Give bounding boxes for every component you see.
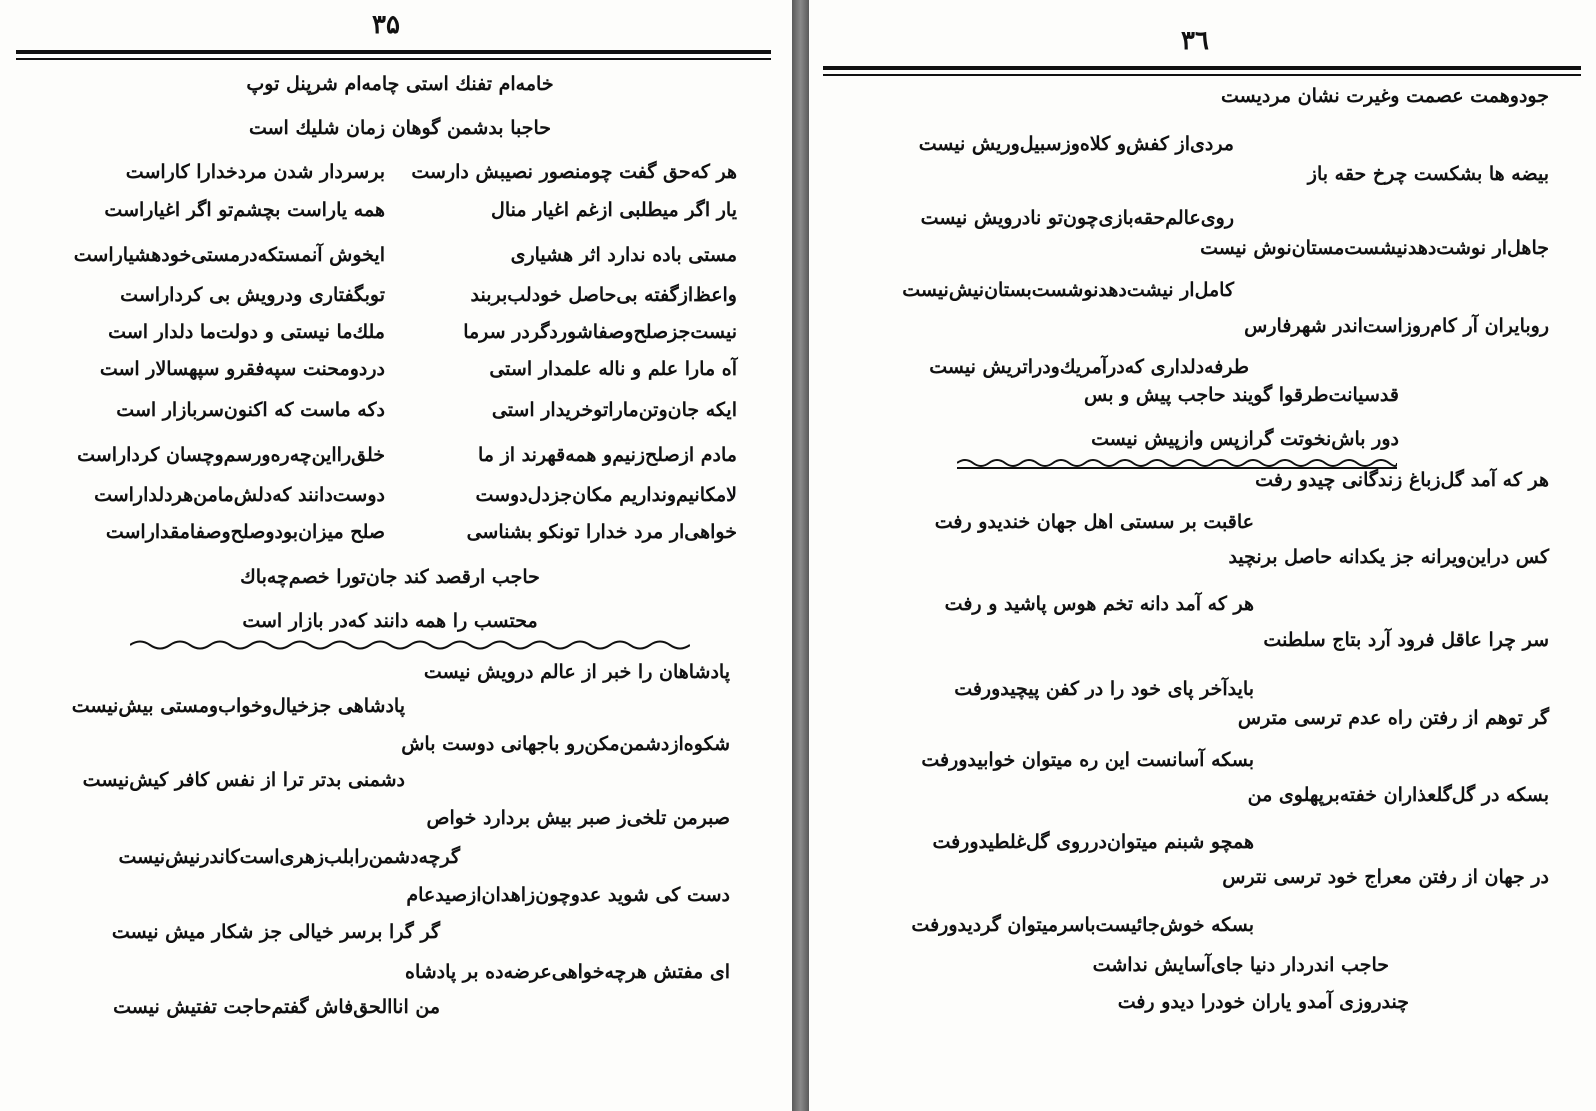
- header-rule-thin: [823, 74, 1581, 76]
- couplet-first-hemistich: یار اگر میطلبی ازغم اغیار منال: [491, 199, 737, 221]
- verse-line: بسکه آسانست این ره میتوان خوابیدورفت: [921, 749, 1254, 771]
- couplet-second-hemistich: ملك‌ما نیستی و دولت‌ما دلدار است: [108, 321, 385, 343]
- couplet-first-hemistich: خواهی‌ار مرد خدارا تونکو بشناسی: [466, 521, 737, 543]
- verse-line: همچو شبنم میتوان‌درروی گل‌غلطیدورفت: [932, 831, 1254, 853]
- couplet-first-hemistich: مستی باده ندارد اثر هشیاری: [510, 244, 737, 266]
- ornamental-divider: [957, 457, 1397, 469]
- verse-line: در جهان از رفتن معراج خود ترسی نترس: [1222, 866, 1549, 888]
- verse-line: جاهل‌ار نوشت‌دهد‌نیشست‌مستان‌نوش نیست: [1200, 237, 1549, 259]
- header-rule-thin: [16, 58, 771, 60]
- verse-line: عاقبت بر سستی اهل جهان خندیدو رفت: [934, 511, 1254, 533]
- verse-line: روی‌عالم‌حقه‌بازی‌چون‌تو نادرویش نیست: [920, 207, 1234, 229]
- closing-line: محتسب را همه دانند که‌در بازار است: [242, 610, 538, 632]
- couplet-first-hemistich: هر که‌حق گفت چومنصور نصیبش دارست: [411, 161, 737, 183]
- verse-line: کامل‌ار نیشت‌دهد‌نوشست‌بستان‌نیش‌نیست: [902, 279, 1234, 301]
- verse-line: صبرمن تلخی‌ز صبر بیش بردارد خواص: [426, 807, 730, 829]
- verse-line: پادشاهی جزخیال‌وخواب‌ومستی بیش‌نیست: [71, 695, 405, 717]
- page-35: [0, 0, 792, 1111]
- couplet-second-hemistich: دوست‌دانند که‌دلش‌مامن‌هردلداراست: [94, 484, 385, 506]
- verse-line: دشمنی بدتر ترا از نفس کافر کیش‌نیست: [82, 769, 405, 791]
- verse-line: گرچه‌دشمن‌را‌بلب‌زهری‌است‌کاندرنیش‌نیست: [118, 846, 460, 868]
- page-number: ۳٦: [1181, 26, 1209, 56]
- couplet-first-hemistich: مادم ازصلح‌زنیم‌و همه‌قهرند از ما: [477, 444, 737, 466]
- verse-line: کس دراین‌ویرانه جز یکدانه حاصل برنچید: [1228, 546, 1549, 568]
- couplet-second-hemistich: همه یاراست بچشم‌تو اگر اغیاراست: [104, 199, 385, 221]
- verse-line: چندروزی آمدو یاران خودرا دیدو رفت: [1117, 991, 1409, 1013]
- verse-line: ای مفتش هرچه‌خواهی‌عرضه‌ده بر پادشاه: [404, 961, 730, 983]
- verse-line: روبایران آر کام‌روزاست‌اندر شهرفارس: [1244, 315, 1549, 337]
- verse-line: سر چرا عاقل فرود آرد بتاج سلطنت: [1263, 629, 1549, 651]
- couplet-first-hemistich: ایکه جان‌وتن‌مارا‌توخریدار استی: [491, 399, 737, 421]
- verse-line: بیضه ها بشکست چرخ حقه باز: [1307, 163, 1549, 185]
- couplet-second-hemistich: برسردار شدن مردخدارا کاراست: [125, 161, 385, 183]
- closing-line: حاجب ارقصد کند جان‌تورا خصم‌چه‌باك: [240, 566, 540, 588]
- couplet-first-hemistich: نیست‌جز‌صلح‌وصفاشوردگردر سرما: [463, 321, 737, 343]
- verse-line: قدسیانت‌طرقوا گویند حاجب پیش و بس: [1083, 384, 1399, 406]
- verse-line: مردی‌از کفش‌و کلاه‌وزسبیل‌وریش نیست: [918, 133, 1234, 155]
- verse-line: من انا‌الحق‌فاش گفتم‌حاجت تفتیش نیست: [113, 996, 440, 1018]
- book-gutter: [792, 0, 809, 1111]
- header-rule: [16, 50, 771, 54]
- verse-line: گر گرا برسر خیالی جز شکار میش نیست: [111, 921, 440, 943]
- couplet-second-hemistich: خلق‌را‌این‌چه‌ره‌ورسم‌وچسان کرداراست: [77, 444, 385, 466]
- verse-line: بسکه خوش‌جائیست‌باسرمیتوان گردیدورفت: [911, 914, 1254, 936]
- verse-line: شکوه‌ازدشمن‌مکن‌رو باجهانی دوست باش: [401, 733, 730, 755]
- page-number: ۳۵: [372, 10, 400, 40]
- heading-line: خامه‌ام تفنك استی چامه‌ام شرپنل توپ: [246, 73, 554, 95]
- verse-line: هر که آمد دانه تخم هوس پاشید و رفت: [944, 593, 1254, 615]
- verse-line: بسکه در گل‌گلعذاران خفته‌بر‌پهلوی من: [1247, 784, 1549, 806]
- verse-line: پادشاهان را خبر از عالم درویش نیست: [423, 661, 730, 683]
- couplet-first-hemistich: لامکانیم‌ونداریم مکان‌جزدل‌دوست: [475, 484, 737, 506]
- verse-line: دست کی شوید عدوچون‌زاهدان‌ازصیدعام: [406, 884, 730, 906]
- verse-line: باید‌آخر پای خود را در کفن پیچیدورفت: [954, 678, 1254, 700]
- couplet-second-hemistich: دردومحنت سپه‌فقرو سپهسالار است: [99, 358, 385, 380]
- page-36: [809, 0, 1596, 1111]
- couplet-second-hemistich: صلح میزان‌بودو‌صلح‌وصفامقداراست: [105, 521, 385, 543]
- verse-line: جودوهمت عصمت وغیرت نشان مردیست: [1221, 85, 1549, 107]
- verse-line: طرفه‌دلداری که‌درآمریك‌ودراتریش نیست: [929, 356, 1249, 378]
- ornamental-divider: [130, 638, 690, 652]
- couplet-second-hemistich: دکه ماست که اکنون‌سربازار است: [116, 399, 385, 421]
- couplet-first-hemistich: آه مارا علم و ناله علمدار استی: [489, 358, 737, 380]
- verse-line: گر توهم از رفتن راه عدم ترسی مترس: [1237, 707, 1549, 729]
- couplet-first-hemistich: واعظ‌ازگفته بی‌حاصل خودلب‌بربند: [470, 284, 737, 306]
- couplet-second-hemistich: تو‌بگفتاری ودرویش بی کرداراست: [120, 284, 385, 306]
- header-rule: [823, 66, 1581, 70]
- heading-line: حاجبا بدشمن گوهان زمان شلیك است: [248, 117, 552, 139]
- verse-line: هر که آمد گل‌زباغ زندگانی چیدو رفت: [1255, 469, 1549, 491]
- couplet-second-hemistich: ایخوش آنمستکه‌درمستی‌خودهشیاراست: [73, 244, 385, 266]
- verse-line: حاجب اندردار دنیا جای‌آسایش نداشت: [1092, 954, 1389, 976]
- verse-line: دور باش‌نخوتت گرازپس وازپیش نیست: [1091, 428, 1399, 450]
